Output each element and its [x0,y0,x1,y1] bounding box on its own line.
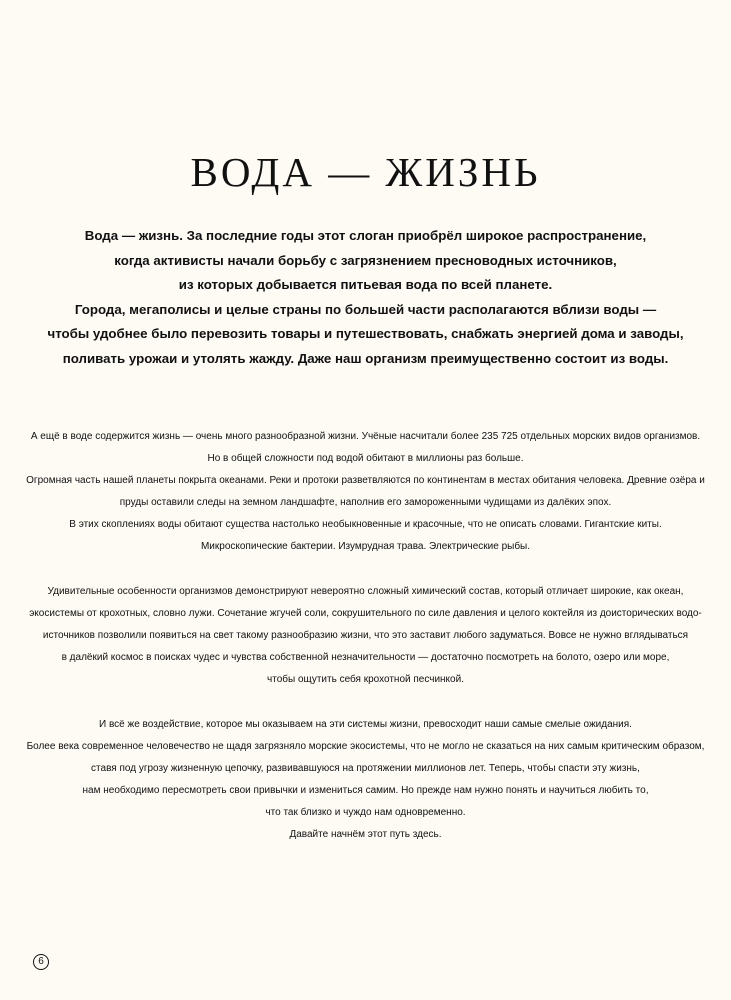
body-line: Удивительные особенности организмов демонстрируют невероятно сложный химический состав, который отличает широкие, как океан, [47,586,684,597]
body-line: Огромная часть нашей планеты покрыта океанами. Реки и протоки разветвляются по континентам в местах обитания человека. Древние озёра и [26,474,705,486]
body-line: А ещё в воде содержится жизнь — очень много разнообразной жизни. Учёные насчитали более 235 725 отдельных морских видов организмов. [30,431,701,442]
body-line: ставя под угрозу жизненную цепочку, развивавшуюся на протяжении миллионов лет. Теперь, чтобы спасти эту жизнь, [91,762,640,774]
body-line: нам необходимо пересмотреть свои привычки и измениться самим. Но прежде нам нужно понять и научиться любить то, [82,784,649,796]
body-line: что так близко и чуждо нам одновременно. [265,806,466,818]
body-line: в далёкий космос в поисках чудес и чувства собственной незначительности — достаточно посмотреть на болото, озеро или море, [61,651,670,663]
lead-line: когда активисты начали борьбу с загрязнением пресноводных источников, [114,252,617,268]
body-line: чтобы ощутить себя крохотной песчинкой. [267,673,464,685]
body-line: В этих скоплениях воды обитают существа настолько необыкновенные и красочные, что не описать словами. Гигантские киты. [69,518,662,530]
lead-line: поливать урожаи и утолять жажду. Даже наш организм преимущественно состоит из воды. [62,350,669,366]
lead-paragraph [20,224,711,372]
lead-line: Вода — жизнь. За последние годы этот слоган приобрёл широкое распространение, [84,228,647,243]
body-line: экосистемы от крохотных, словно лужи. Сочетание жгучей соли, сокрушительного по силе давления и целого коктейля из доисторических водо- [29,607,702,619]
lead-line: чтобы удобнее было перевозить товары и путешествовать, снабжать энергией дома и заводы, [47,326,684,342]
body-line: И всё же воздействие, которое мы оказываем на эти системы жизни, превосходит наши самые смелые ожидания. [99,719,632,730]
lead-line: Города, мегаполисы и целые страны по большей части располагаются вблизи воды — [74,301,657,317]
body-line: Микроскопические бактерии. Изумрудная трава. Электрические рыбы. [200,540,531,552]
body-line: источников позволили появиться на свет такому разнообразию жизни, что это заставит любого задуматься. Вовсе не нужно вглядываться [42,629,689,641]
lead-line: из которых добывается питьевая вода по всей планете. [178,277,553,293]
body-paragraph-1 [10,426,721,557]
body-line: Но в общей сложности под водой обитают в миллионы раз больше. [207,452,524,464]
page-title: ВОДА — ЖИЗНЬ [190,149,541,195]
body-line: Давайте начнём этот путь здесь. [289,828,442,840]
body-paragraph-2 [10,581,721,691]
body-line: пруды оставили следы на земном ландшафте, наполнив его замороженными чудищами из далёких эпох. [119,496,612,508]
page-number: 6 [33,954,49,970]
body-paragraph-3 [10,714,721,845]
body-line: Более века современное человечество не щадя загрязняло морские экосистемы, что не могло не сказаться на них самым критическим образом, [26,740,705,752]
